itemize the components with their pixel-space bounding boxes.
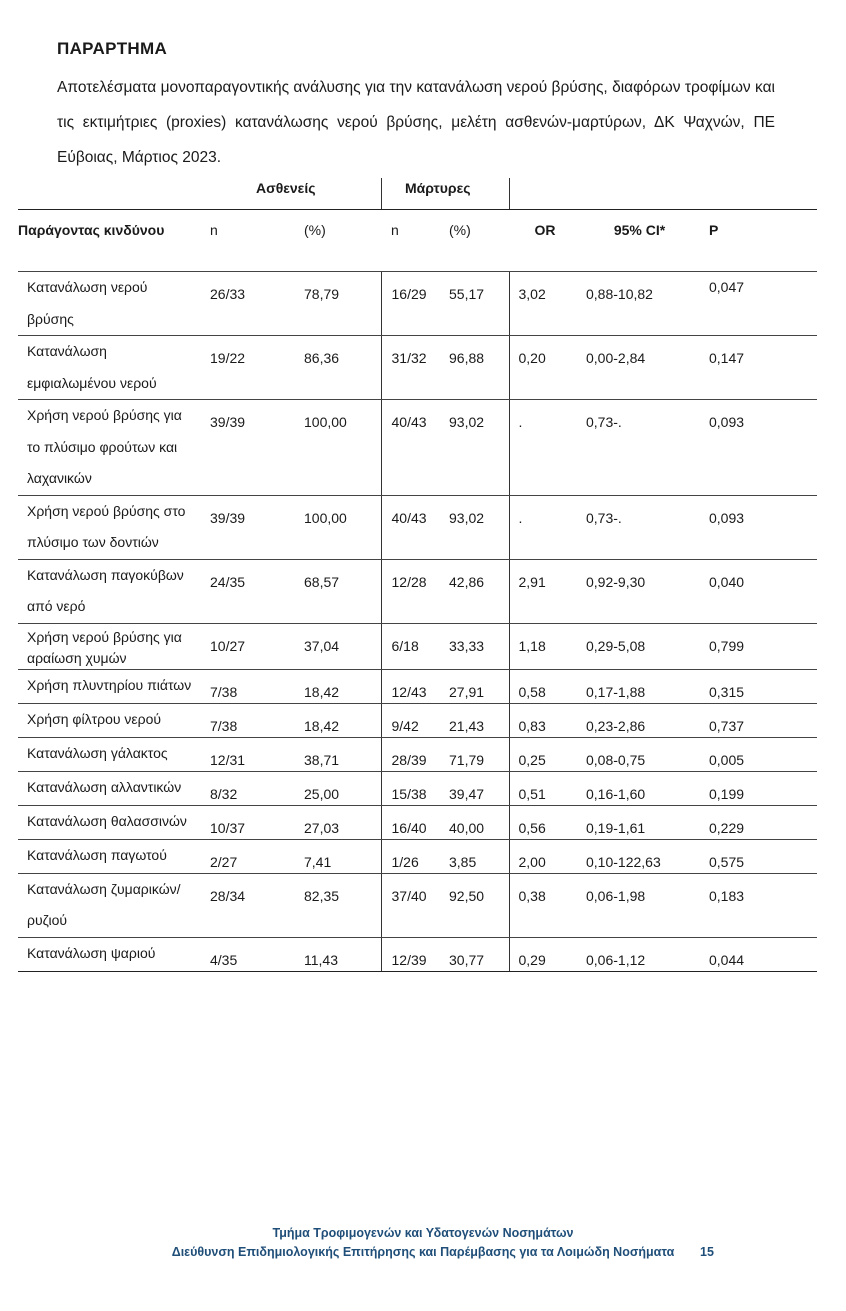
cell-ci: 0,29-5,08: [581, 623, 698, 669]
cell-cases-n: 10/37: [200, 805, 297, 839]
cell-factor: Κατανάλωση θαλασσινών: [18, 805, 200, 839]
cell-cases-pct: 82,35: [297, 873, 381, 937]
appendix-heading: ΠΑΡΑΡΤΗΜΑ: [57, 39, 168, 58]
cell-cases-n: 4/35: [200, 937, 297, 971]
cell-cases-pct: 38,71: [297, 737, 381, 771]
cell-cases-n: 24/35: [200, 559, 297, 623]
cell-controls-n: 16/29: [381, 272, 442, 336]
cell-ci: 0,10-122,63: [581, 839, 698, 873]
cell-controls-n: 31/32: [381, 336, 442, 400]
footer-directorate: Διεύθυνση Επιδημιολογικής Επιτήρησης και Παρέμβασης για τα Λοιμώδη Νοσήματα: [171, 1245, 675, 1259]
cell-controls-n: 40/43: [381, 400, 442, 496]
table-row: [18, 623, 817, 669]
table-row: [18, 937, 817, 971]
cell-ci: 0,08-0,75: [581, 737, 698, 771]
page-number: 15: [700, 1245, 714, 1259]
table-row: [18, 737, 817, 771]
cell-factor: Χρήση φίλτρου νερού: [18, 703, 200, 737]
cell-cases-n: 39/39: [200, 400, 297, 496]
cell-cases-n: 7/38: [200, 703, 297, 737]
cases-group-header: Ασθενείς: [256, 180, 316, 196]
cell-ci: 0,16-1,60: [581, 771, 698, 805]
cell-factor: Χρήση νερού βρύσης για αραίωση χυμών: [18, 623, 200, 669]
cell-factor: Χρήση νερού βρύσης στο πλύσιμο των δοντιών: [18, 495, 200, 559]
table-row: [18, 400, 817, 496]
cell-p: 0,575: [698, 839, 817, 873]
cell-or: 2,91: [509, 559, 581, 623]
cell-p: 0,040: [698, 559, 817, 623]
table-row: [18, 873, 817, 937]
table-row: [18, 495, 817, 559]
cell-controls-pct: 39,47: [442, 771, 509, 805]
cell-p: 0,044: [698, 937, 817, 971]
cell-controls-n: 12/28: [381, 559, 442, 623]
cell-controls-n: 16/40: [381, 805, 442, 839]
cell-cases-pct: 27,03: [297, 805, 381, 839]
cell-ci: 0,00-2,84: [581, 336, 698, 400]
cell-cases-n: 7/38: [200, 669, 297, 703]
cell-p: 0,199: [698, 771, 817, 805]
cell-controls-pct: 33,33: [442, 623, 509, 669]
cell-or: .: [509, 400, 581, 496]
cell-cases-n: 8/32: [200, 771, 297, 805]
cell-cases-pct: 100,00: [297, 495, 381, 559]
cell-controls-n: 6/18: [381, 623, 442, 669]
cell-controls-pct: 27,91: [442, 669, 509, 703]
cell-factor: Κατανάλωση νερού βρύσης: [18, 272, 200, 336]
cell-cases-n: 10/27: [200, 623, 297, 669]
cell-cases-n: 19/22: [200, 336, 297, 400]
cell-controls-n: 12/43: [381, 669, 442, 703]
col-header-controls-n: n: [381, 210, 442, 272]
table-row: [18, 805, 817, 839]
table-row: [18, 336, 817, 400]
group-divider-controls-stats: [509, 178, 510, 210]
col-header-controls-pct: (%): [442, 210, 509, 272]
table-row: [18, 703, 817, 737]
cell-cases-pct: 11,43: [297, 937, 381, 971]
cell-controls-pct: 93,02: [442, 495, 509, 559]
cell-ci: 0,92-9,30: [581, 559, 698, 623]
cell-ci: 0,23-2,86: [581, 703, 698, 737]
cell-or: 0,25: [509, 737, 581, 771]
cell-ci: 0,17-1,88: [581, 669, 698, 703]
cell-ci: 0,88-10,82: [581, 272, 698, 336]
cell-cases-n: 12/31: [200, 737, 297, 771]
table-row: [18, 559, 817, 623]
col-header-cases-pct: (%): [297, 210, 381, 272]
cell-factor: Κατανάλωση ψαριού: [18, 937, 200, 971]
cell-or: 3,02: [509, 272, 581, 336]
cell-controls-pct: 92,50: [442, 873, 509, 937]
group-divider-cases-controls: [381, 178, 382, 210]
cell-or: 0,51: [509, 771, 581, 805]
cell-factor: Κατανάλωση παγωτού: [18, 839, 200, 873]
table-row: [18, 839, 817, 873]
cell-controls-n: 1/26: [381, 839, 442, 873]
table-header-row: [18, 210, 817, 272]
cell-controls-n: 28/39: [381, 737, 442, 771]
col-header-factor: Παράγοντας κινδύνου: [18, 210, 200, 272]
cell-or: 0,29: [509, 937, 581, 971]
footer-department: Τμήμα Τροφιμογενών και Υδατογενών Νοσημάτων: [272, 1226, 574, 1240]
cell-controls-n: 37/40: [381, 873, 442, 937]
cell-controls-n: 40/43: [381, 495, 442, 559]
cell-p: 0,315: [698, 669, 817, 703]
cell-or: 2,00: [509, 839, 581, 873]
cell-controls-pct: 3,85: [442, 839, 509, 873]
cell-p: 0,147: [698, 336, 817, 400]
cell-or: 0,38: [509, 873, 581, 937]
cell-or: 0,20: [509, 336, 581, 400]
cell-cases-pct: 37,04: [297, 623, 381, 669]
cell-cases-pct: 25,00: [297, 771, 381, 805]
cell-p: 0,093: [698, 400, 817, 496]
cell-controls-pct: 55,17: [442, 272, 509, 336]
cell-cases-n: 2/27: [200, 839, 297, 873]
cell-controls-pct: 42,86: [442, 559, 509, 623]
cell-or: 0,83: [509, 703, 581, 737]
cell-or: .: [509, 495, 581, 559]
cell-ci: 0,06-1,12: [581, 937, 698, 971]
cell-p: 0,047: [698, 272, 817, 336]
cell-cases-pct: 18,42: [297, 703, 381, 737]
cell-controls-n: 12/39: [381, 937, 442, 971]
cell-factor: Κατανάλωση αλλαντικών: [18, 771, 200, 805]
cell-factor: Χρήση νερού βρύσης για το πλύσιμο φρούτων και λαχανικών: [18, 400, 200, 496]
cell-ci: 0,73-.: [581, 495, 698, 559]
cell-controls-pct: 21,43: [442, 703, 509, 737]
cell-ci: 0,19-1,61: [581, 805, 698, 839]
cell-controls-pct: 40,00: [442, 805, 509, 839]
cell-or: 0,58: [509, 669, 581, 703]
cell-factor: Κατανάλωση εμφιαλωμένου νερού: [18, 336, 200, 400]
results-table: [18, 209, 817, 972]
cell-controls-n: 15/38: [381, 771, 442, 805]
cell-controls-pct: 96,88: [442, 336, 509, 400]
table-row: [18, 669, 817, 703]
cell-cases-pct: 68,57: [297, 559, 381, 623]
table-row: [18, 771, 817, 805]
cell-p: 0,229: [698, 805, 817, 839]
cell-cases-pct: 18,42: [297, 669, 381, 703]
col-header-p: P: [698, 210, 817, 272]
cell-cases-n: 26/33: [200, 272, 297, 336]
cell-or: 0,56: [509, 805, 581, 839]
controls-group-header: Μάρτυρες: [405, 180, 471, 196]
cell-factor: Κατανάλωση παγοκύβων από νερό: [18, 559, 200, 623]
cell-cases-pct: 100,00: [297, 400, 381, 496]
cell-factor: Χρήση πλυντηρίου πιάτων: [18, 669, 200, 703]
cell-p: 0,183: [698, 873, 817, 937]
cell-controls-pct: 93,02: [442, 400, 509, 496]
col-header-ci: 95% CI*: [581, 210, 698, 272]
cell-cases-pct: 86,36: [297, 336, 381, 400]
cell-factor: Κατανάλωση γάλακτος: [18, 737, 200, 771]
cell-cases-pct: 7,41: [297, 839, 381, 873]
cell-controls-pct: 71,79: [442, 737, 509, 771]
cell-p: 0,093: [698, 495, 817, 559]
col-header-or: OR: [509, 210, 581, 272]
cell-p: 0,005: [698, 737, 817, 771]
cell-p: 0,799: [698, 623, 817, 669]
cell-cases-n: 28/34: [200, 873, 297, 937]
cell-or: 1,18: [509, 623, 581, 669]
cell-controls-pct: 30,77: [442, 937, 509, 971]
cell-ci: 0,73-.: [581, 400, 698, 496]
table-caption: Αποτελέσματα μονοπαραγοντικής ανάλυσης για την κατανάλωση νερού βρύσης, διαφόρων τροφίμων και τις εκτιμήτριες (proxies) κατανάλωσης νερού βρύσης, μελέτη ασθενών-μαρτύρων, ΔΚ Ψαχνών, ΠΕ Εύβοιας, Μάρτιος 2023.: [57, 79, 775, 166]
cell-p: 0,737: [698, 703, 817, 737]
col-header-cases-n: n: [200, 210, 297, 272]
cell-factor: Κατανάλωση ζυμαρικών/ρυζιού: [18, 873, 200, 937]
table-row: [18, 272, 817, 336]
cell-controls-n: 9/42: [381, 703, 442, 737]
cell-cases-n: 39/39: [200, 495, 297, 559]
results-body: [18, 272, 817, 972]
cell-ci: 0,06-1,98: [581, 873, 698, 937]
cell-cases-pct: 78,79: [297, 272, 381, 336]
